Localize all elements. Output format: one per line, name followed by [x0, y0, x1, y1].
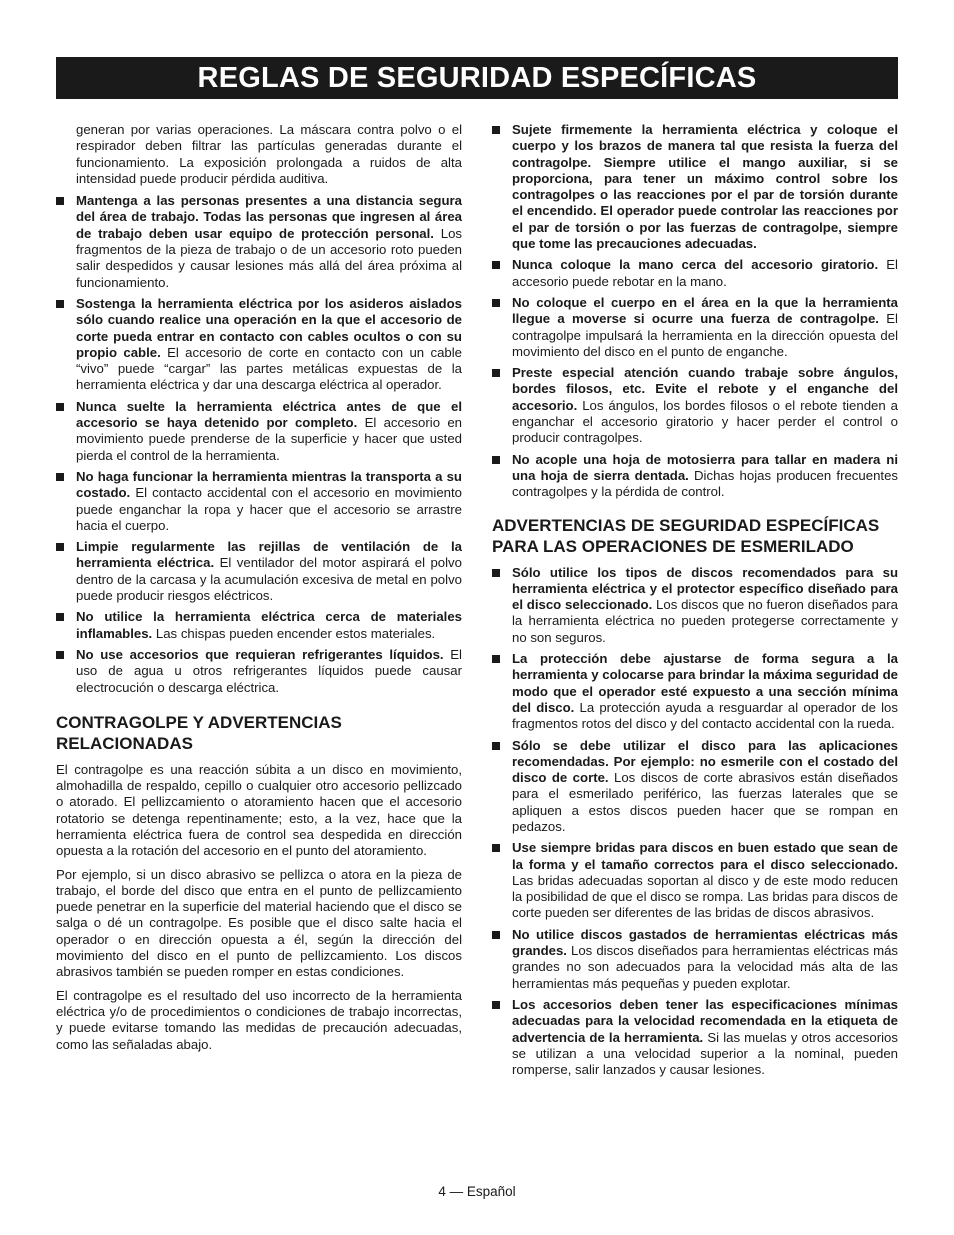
paragraph: El contragolpe es el resultado del uso incorrecto de la herramienta eléctrica y/o de procedimientos o condiciones de trabajo incorrectas, y puede evitarse tomando las medidas de precaución adecuadas, como las señaladas abajo.: [56, 987, 462, 1052]
item-bold-text: Sostenga la herramienta eléctrica por los asideros aislados sólo cuando realice una operación en la que el accesorio de corte pueda entrar en contacto con cables ocultos o con su propio cable.: [76, 295, 462, 360]
square-bullet-icon: [492, 569, 500, 577]
item-bold-text: No haga funcionar la herramienta mientras la transporta a su costado.: [76, 468, 462, 501]
item-bold-text: Los accesorios deben tener las especificaciones mínimas adecuadas para la velocidad recomendada en la etiqueta de advertencia de la herramienta.: [512, 996, 898, 1045]
list-item: [492, 122, 898, 252]
paragraph: Por ejemplo, si un disco abrasivo se pellizca o atora en la pieza de trabajo, el borde del disco que entra en el punto de pellizcamiento puede penetrar en la superficie del material haciendo que el disco se salga o dé un contragolpe. Es posible que el disco salte hacia el operador o en dirección opuesta a él, según la dirección del movimiento del disco en el punto de pellizcamiento. Los discos abrasivos también se pueden romper en estas condiciones.: [56, 866, 462, 980]
right-column: [492, 122, 898, 1083]
square-bullet-icon: [56, 543, 64, 551]
item-bold-text: Limpie regularmente las rejillas de ventilación de la herramienta eléctrica.: [76, 539, 462, 571]
list-item: [56, 609, 462, 642]
list-item: [492, 651, 898, 732]
square-bullet-icon: [56, 473, 64, 481]
item-bold-text: Sólo se debe utilizar el disco para las aplicaciones recomendadas. Por ejemplo: no esmerile con el costado del disco de corte.: [512, 737, 898, 786]
item-bold-text: Mantenga a las personas presentes a una distancia segura del área de trabajo. Todas las personas que ingresen al área de trabajo deben usar equipo de protección personal.: [76, 193, 462, 241]
square-bullet-icon: [492, 931, 500, 939]
item-bold-text: No utilice la herramienta eléctrica cerca de materiales inflamables.: [76, 609, 462, 641]
list-item: [492, 738, 898, 836]
item-text: Los discos diseñados para herramientas eléctricas más grandes no son adecuados para la velocidad más alta de las herramientas más pequeñas y pueden explotar.: [512, 943, 898, 991]
item-bold-text: Nunca suelte la herramienta eléctrica antes de que el accesorio se haya detenido por completo.: [76, 398, 462, 431]
item-text: El contragolpe impulsará la herramienta en la dirección opuesta del movimiento del disco en el punto de enganche.: [512, 311, 898, 359]
list-item: [492, 565, 898, 646]
square-bullet-icon: [56, 651, 64, 659]
square-bullet-icon: [56, 197, 64, 205]
left-column: [56, 122, 462, 1060]
section-heading-grinding: ADVERTENCIAS DE SEGURIDAD ESPECÍFICAS PARA LAS OPERACIONES DE ESMERILADO: [492, 515, 880, 556]
square-bullet-icon: [492, 299, 500, 307]
item-text: La protección ayuda a resguardar al operador de los fragmentos rotos del disco y del contacto accidental con la rueda.: [512, 699, 898, 732]
list-item: [56, 399, 462, 464]
item-text: Dichas hojas producen frecuentes contragolpes y la pérdida de control.: [512, 467, 898, 500]
item-text: El ventilador del motor aspirará el polvo dentro de la carcasa y la acumulación excesiva de metal en polvo puede producir riesgos eléctricos.: [76, 555, 462, 604]
item-text: Los discos de corte abrasivos están diseñados para el esmerilado periférico, las fuerzas laterales que se apliquen a estos discos pueden hacer que se rompan en pedazos.: [512, 770, 898, 834]
square-bullet-icon: [492, 456, 500, 464]
square-bullet-icon: [492, 369, 500, 377]
list-item: [492, 997, 898, 1078]
list-item: [492, 840, 898, 921]
item-bold-text: No coloque el cuerpo en el área en la que la herramienta llegue a moverse si ocurre una fuerza de contragolpe.: [512, 294, 898, 327]
item-text: El accesorio puede rebotar en la mano.: [512, 257, 898, 289]
item-text: Los fragmentos de la pieza de trabajo o de un accesorio roto pueden salir despedidos y causar lesiones más allá del área próxima al funcionamiento.: [76, 225, 462, 290]
item-bold-text: No use accesorios que requieran refrigerantes líquidos.: [76, 646, 451, 662]
item-text: Las chispas pueden encender estos materiales.: [155, 625, 436, 641]
list-item: [56, 647, 462, 696]
item-text: El accesorio en movimiento puede prenderse de la superficie y hacer que usted pierda el control de la herramienta.: [76, 415, 462, 463]
item-bold-text: Sólo utilice los tipos de discos recomendados para su herramienta eléctrica y el protector específico diseñado para el disco seleccionado.: [512, 564, 898, 613]
item-text: El accesorio de corte en contacto con un cable “vivo” puede “cargar” las partes metálicas expuestas de la herramienta eléctrica y dar una descarga eléctrica al operador.: [76, 344, 463, 393]
item-text: Los discos que no fueron diseñados para la herramienta eléctrica no pueden protegerse correctamente y no son seguros.: [512, 597, 898, 645]
square-bullet-icon: [492, 844, 500, 852]
item-bold-text: Preste especial atención cuando trabaje sobre ángulos, bordes filosos, etc. Evite el rebote y el enganche del accesorio.: [512, 365, 898, 413]
square-bullet-icon: [492, 655, 500, 663]
list-item: [492, 257, 898, 290]
list-item: [492, 927, 898, 992]
item-bold-text: No utilice discos gastados de herramientas eléctricas más grandes.: [512, 926, 898, 959]
item-text: El uso de agua u otros refrigerantes líquidos puede causar electrocución o descarga eléctrica.: [76, 646, 462, 695]
square-bullet-icon: [492, 126, 500, 134]
item-bold-text: Sujete firmemente la herramienta eléctrica y coloque el cuerpo y los brazos de manera tal que resista la fuerza del contragolpe. Siempre utilice el mango auxiliar, si se proporciona, para tener un máximo control sobre los contragolpes o las reacciones por el par de torsión durante el encendido. El operador puede controlar las reacciones por el par de torsión o por las fuerzas de contragolpe, siempre que tome las precauciones adecuadas.: [512, 122, 898, 252]
list-item: [56, 193, 462, 291]
item-text: Las bridas adecuadas soportan al disco y de este modo reducen la posibilidad de que el disco se rompa. Las bridas para discos de corte pueden ser diferentes de las bridas de discos abrasivos.: [512, 872, 898, 921]
square-bullet-icon: [492, 1001, 500, 1009]
list-item: [492, 295, 898, 360]
list-item: [492, 365, 898, 446]
square-bullet-icon: [492, 742, 500, 750]
item-bold-text: Nunca coloque la mano cerca del accesorio giratorio.: [512, 257, 887, 273]
item-bold-text: La protección debe ajustarse de forma segura a la herramienta y colocarse para brindar la máxima seguridad de modo que el operador esté expuesto a una sección mínima del disco.: [512, 651, 898, 715]
item-text: Los ángulos, los bordes filosos o el rebote tienden a enganchar el accesorio giratorio y hacer perder el control o producir contragolpes.: [512, 397, 899, 446]
square-bullet-icon: [492, 261, 500, 269]
item-bold-text: No acople una hoja de motosierra para tallar en madera ni una hoja de sierra dentada.: [512, 451, 898, 483]
list-item: [56, 296, 462, 394]
list-item: [492, 452, 898, 501]
list-item: [56, 539, 462, 604]
square-bullet-icon: [56, 403, 64, 411]
square-bullet-icon: [56, 613, 64, 621]
page-footer: 4 — Español: [438, 1184, 516, 1199]
list-item: [56, 469, 462, 534]
item-text: El contacto accidental con el accesorio en movimiento puede enganchar la ropa y hacer que el accesorio se arrastre hacia el cuerpo.: [76, 485, 463, 533]
item-bold-text: Use siempre bridas para discos en buen estado que sean de la forma y el tamaño correctos para el disco seleccionado.: [512, 840, 898, 872]
intro-continuation: generan por varias operaciones. La máscara contra polvo o el respirador deben filtrar las partículas generadas durante el funcionamiento. La exposición prolongada a ruidos de alta intensidad puede producir pérdida auditiva.: [76, 122, 462, 186]
page-title: REGLAS DE SEGURIDAD ESPECÍFICAS: [56, 57, 898, 99]
section-heading-kickback: CONTRAGOLPE Y ADVERTENCIAS RELACIONADAS: [56, 712, 342, 753]
item-text: Si las muelas y otros accesorios se utilizan a una velocidad superior a la nominal, pueden romperse, salir lanzados y causar lesiones.: [512, 1029, 898, 1078]
paragraph: El contragolpe es una reacción súbita a un disco en movimiento, almohadilla de respaldo, cepillo o cualquier otro accesorio pellizcado o atorado. El pellizcamiento o atoramiento hacen que el accesorio rotatorio se detenga repentinamente; esto, a la vez, hace que la herramienta eléctrica fuera de control sea despedida en dirección opuesta a la rotación del accesorio en el punto del atoramiento.: [56, 761, 462, 859]
square-bullet-icon: [56, 300, 64, 308]
